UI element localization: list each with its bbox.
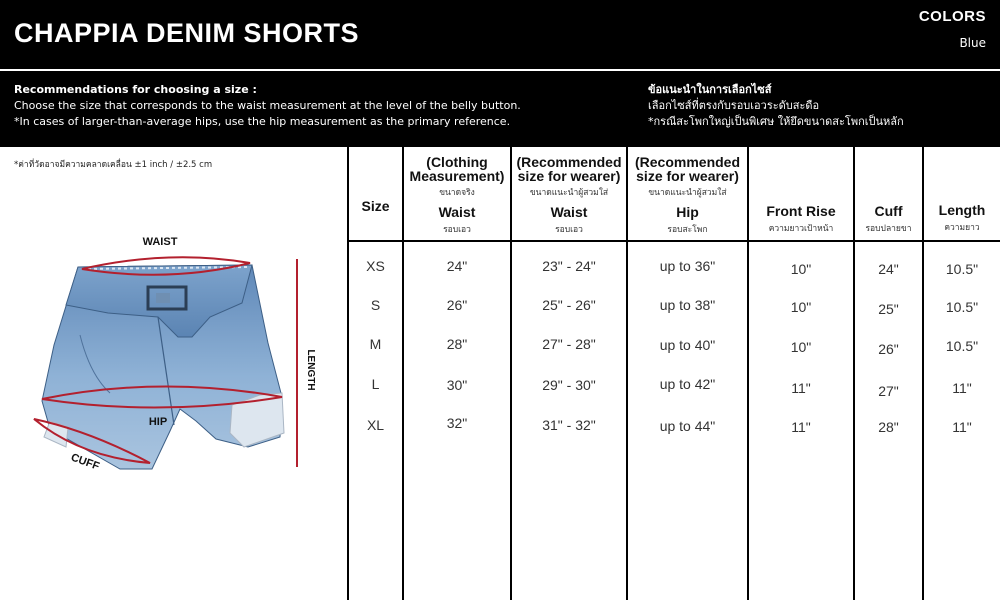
cell-l-rise: 11" bbox=[791, 380, 811, 396]
cell-m-length: 10.5" bbox=[945, 338, 979, 354]
cell-xs-hip: up to 36" bbox=[659, 258, 716, 274]
cell-xl-size: XL bbox=[366, 417, 385, 433]
cell-xs-rwaist: 23" - 24" bbox=[542, 258, 596, 274]
col-header-length-main: Length bbox=[938, 202, 986, 218]
col-header-rec-waist-sub-th: ขนาดแนะนำผู้สวมใส่ bbox=[529, 188, 609, 198]
cell-m-rwaist: 27" - 28" bbox=[542, 336, 596, 352]
page-title: CHAPPIA DENIM SHORTS bbox=[14, 18, 360, 48]
recommendations-panel bbox=[0, 71, 1000, 147]
col-header-clothing-sub: (Clothing Measurement) bbox=[409, 154, 505, 184]
waist-label: WAIST bbox=[142, 236, 178, 248]
col-header-rec-hip-main: Hip bbox=[676, 204, 699, 220]
col-header-cuff bbox=[855, 150, 922, 240]
cell-s-rise: 10" bbox=[790, 299, 812, 315]
cell-s-rwaist: 25" - 26" bbox=[542, 297, 596, 313]
col-header-rec-waist-sub: (Recommended size for wearer) bbox=[516, 154, 622, 184]
cell-m-waist: 28" bbox=[446, 336, 468, 352]
cell-l-hip: up to 42" bbox=[659, 376, 716, 392]
col-header-clothing-sub-th: ขนาดจริง bbox=[439, 188, 475, 198]
cell-l-length: 11" bbox=[952, 380, 972, 396]
cell-s-hip: up to 38" bbox=[659, 297, 716, 313]
cell-xl-waist: 32" bbox=[446, 415, 468, 431]
cell-m-hip: up to 40" bbox=[659, 337, 716, 353]
col-header-size-label: Size bbox=[361, 198, 390, 214]
cell-l-waist: 30" bbox=[446, 377, 468, 393]
col-header-cuff-th: รอบปลายขา bbox=[865, 224, 912, 234]
col-header-recommended-hip bbox=[628, 150, 747, 240]
col-header-rec-hip-sub: (Recommended size for wearer) bbox=[634, 154, 741, 184]
col-header-length-th: ความยาว bbox=[944, 223, 980, 233]
header-row-divider bbox=[348, 240, 1000, 242]
col-header-size bbox=[349, 150, 402, 240]
cell-xs-cuff: 24" bbox=[878, 261, 899, 277]
shorts-graphic bbox=[42, 265, 284, 469]
cuff-label: CUFF bbox=[69, 451, 101, 473]
cell-l-cuff: 27" bbox=[878, 383, 899, 399]
cell-xl-cuff: 28" bbox=[878, 419, 899, 435]
cell-xs-length: 10.5" bbox=[945, 261, 979, 277]
col-header-rec-hip-th: รอบสะโพก bbox=[667, 225, 708, 235]
cell-s-size: S bbox=[370, 297, 381, 313]
col-header-front-rise bbox=[749, 150, 853, 240]
cell-xl-length: 11" bbox=[952, 419, 972, 435]
cell-s-length: 10.5" bbox=[945, 299, 979, 315]
recommendations-en bbox=[14, 82, 521, 130]
recommendations-en-line2: *In cases of larger-than-average hips, use the hip measurement as the primary reference. bbox=[14, 115, 511, 128]
cell-s-waist: 26" bbox=[446, 297, 468, 313]
recommendations-th-line1: เลือกไซส์ที่ตรงกับรอบเอวระดับสะดือ bbox=[648, 99, 820, 112]
col-header-rec-hip-sub-th: ขนาดแนะนำผู้สวมใส่ bbox=[648, 188, 727, 198]
recommendations-th-title: ข้อแนะนำในการเลือกไซส์ bbox=[648, 83, 772, 96]
hip-label: HIP bbox=[148, 416, 168, 428]
col-header-recommended-waist bbox=[512, 150, 626, 240]
cell-s-cuff: 25" bbox=[878, 301, 899, 317]
cell-xs-size: XS bbox=[366, 258, 385, 274]
colors-value: Blue bbox=[959, 36, 986, 50]
col-header-front-rise-th: ความยาวเป้าหน้า bbox=[768, 224, 834, 234]
col-header-clothing-waist bbox=[404, 150, 510, 240]
cell-m-rise: 10" bbox=[790, 339, 812, 355]
col-header-length bbox=[924, 150, 1000, 240]
length-label: LENGTH bbox=[305, 349, 316, 391]
cell-xs-waist: 24" bbox=[446, 258, 468, 274]
measurement-note: *ค่าที่วัดอาจมีความคลาดเคลื่อน ±1 inch / ±2.5 cm bbox=[14, 160, 213, 170]
col-header-front-rise-main: Front Rise bbox=[766, 203, 836, 219]
shorts-illustration bbox=[20, 225, 340, 485]
col-header-rec-waist-th: รอบเอว bbox=[555, 225, 583, 235]
recommendations-en-title: Recommendations for choosing a size : bbox=[14, 83, 257, 96]
cell-l-rwaist: 29" - 30" bbox=[542, 377, 596, 393]
recommendations-en-line1: Choose the size that corresponds to the waist measurement at the level of the belly button. bbox=[14, 99, 521, 112]
cell-m-size: M bbox=[369, 336, 382, 352]
header-bar bbox=[0, 0, 1000, 69]
cell-xl-rwaist: 31" - 32" bbox=[542, 417, 596, 433]
colors-label: COLORS bbox=[918, 8, 986, 25]
recommendations-th bbox=[648, 82, 904, 130]
col-header-clothing-main: Waist bbox=[438, 204, 476, 220]
cell-l-size: L bbox=[371, 376, 380, 392]
col-header-clothing-th: รอบเอว bbox=[443, 225, 471, 235]
col-header-rec-waist-main: Waist bbox=[550, 204, 588, 220]
cell-m-cuff: 26" bbox=[878, 341, 899, 357]
col-header-cuff-main: Cuff bbox=[874, 203, 903, 219]
cell-xl-rise: 11" bbox=[791, 419, 811, 435]
cell-xl-hip: up to 44" bbox=[659, 418, 716, 434]
recommendations-th-line2: *กรณีสะโพกใหญ่เป็นพิเศษ ให้ยึดขนาดสะโพกเป็นหลัก bbox=[648, 115, 904, 128]
cell-xs-rise: 10" bbox=[790, 261, 812, 277]
